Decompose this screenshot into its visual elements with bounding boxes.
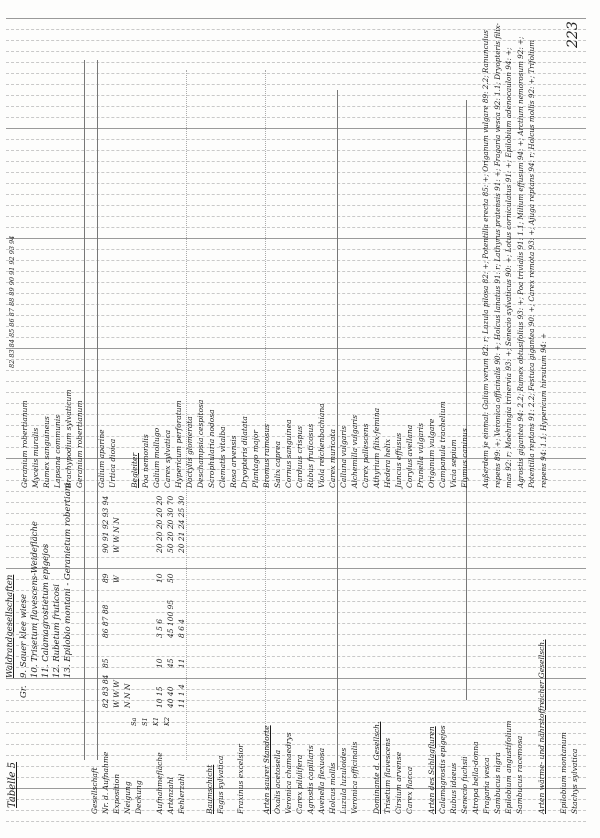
species-name: Galium mollugo xyxy=(152,427,161,488)
value-cell: W W W xyxy=(112,680,121,708)
species-name: Geranium robertianum xyxy=(20,400,29,488)
group-9: 9. Sauer klee wiese xyxy=(19,593,29,678)
row-label: Nr. d. Aufnahme xyxy=(101,751,110,814)
stratum-label: S1 xyxy=(141,717,149,726)
species-name: Athyrium filix-femina xyxy=(372,407,381,488)
species-name: Epilobium angustifolium xyxy=(504,720,513,814)
species-name: Rubus fruticosus xyxy=(306,423,315,488)
species-name: Alchemilla vulgaris xyxy=(350,414,359,488)
value-cell: 45 xyxy=(166,658,175,668)
species-name: Lapsana communis xyxy=(53,414,62,488)
species-name: Veronica chamaedrys xyxy=(284,732,293,814)
value-cell: 10 xyxy=(155,573,164,583)
value-cell: 8 6 4 xyxy=(177,618,186,638)
species-name: Carduus crispus xyxy=(295,425,304,488)
species-name: Mycelis muralis xyxy=(31,427,40,488)
species-name: Carex pilulifera xyxy=(295,754,304,814)
value-cell: 45 100 95 xyxy=(166,599,175,638)
species-name: Dactylis glomerata xyxy=(185,416,194,488)
species-name: Viola reichenbachiana xyxy=(317,403,326,488)
row-label: Artenzahl xyxy=(166,777,175,814)
value-cell: 86 87 88 xyxy=(101,604,110,638)
species-name: Scrophularia nodosa xyxy=(207,409,216,488)
species-name: Corylus avellana xyxy=(405,424,414,488)
species-name: Carex pallescens xyxy=(361,423,370,488)
species-name: Stachys sylvatica xyxy=(570,748,579,814)
species-name: Rumex sanguineus xyxy=(42,416,51,488)
species-name: Prunella vulgaris xyxy=(416,423,425,488)
stratum-label: K1 xyxy=(152,717,160,726)
footnote: Außerdem je einmal: Galium verum 82: r; Luzula pilosa 82: +; Potentilla erecta 85: +; Origanum vulgare 89: 2.2; Ranunculus repens 89: +; Veronica officinalis 90: +; Holcus lanatus 91: r; Lathyrus pratensis 91: +; Fragaria vesca 92: 1.1; Dryopteris filix-mas 92: r; Moehringia trinervia 93: +; Senecio sylvaticus 90: +; Lotus corniculatus 91: +; Epilobium adenocaulon 94: +; Agrostis gigantea 94: 2.2; Rumex obtusifolius 93: +; Poa trivialis 91: 1.1; Milium effusum 94: +; Arctium nemorosum 92: +; Potentilla reptans 91: 2.2; Festuca gigantea 90: +; Carex remota 93: +; Ajuga reptans 94: r; Holcus mollis 92: +; Trifolium repens 94: 1.1; Hypericum hirsutum 94: + xyxy=(481,23,548,488)
species-name: Cornus sanguinea xyxy=(284,419,293,488)
species-name: Fragaria vesca xyxy=(482,757,491,814)
species-name: Cirsium arvense xyxy=(394,751,403,814)
species-name: Brachypodium sylvaticum xyxy=(64,389,73,488)
species-name: Atropa bella-donna xyxy=(471,741,480,814)
value-cell: 89 xyxy=(101,573,110,583)
stratum-label: Sa xyxy=(130,717,138,726)
species-name: Origanum vulgare xyxy=(427,418,436,488)
table-header: Waldrandgesellschaften xyxy=(5,574,15,678)
value-cell: 11 xyxy=(177,658,186,668)
value-cell: 20 20 20 20 20 xyxy=(155,495,164,553)
stratum-label: K2 xyxy=(163,717,171,726)
species-name: Calamagrostis epigejos xyxy=(438,725,447,814)
species-name: Urtica dioica xyxy=(108,438,117,488)
species-name: Hedera helix xyxy=(383,439,392,488)
species-name: Dryopteris dilatata xyxy=(240,416,249,488)
section-label: Dominante d. Gesellsch. xyxy=(372,721,381,814)
species-name: Geranium robertianum xyxy=(75,400,84,488)
value-cell: 90 91 92 93 94 xyxy=(101,495,110,553)
species-name: Epilobium montanum xyxy=(559,732,568,814)
row-label: Gesellschaft xyxy=(90,767,99,814)
species-name: Fraxinus excelsior xyxy=(236,744,245,814)
group-11: 11. Calamagrostietum epigejos xyxy=(41,543,51,678)
row-label: Fehlerzahl xyxy=(177,773,186,814)
species-name: Sambucus nigra xyxy=(493,752,502,814)
species-name: Galium aparine xyxy=(97,429,106,488)
row-label: Aufnahmefläche xyxy=(155,752,164,814)
section-label: Begleiter xyxy=(130,452,139,488)
table-title: Tabelle 5 xyxy=(7,761,18,808)
species-name: Juncus effusus xyxy=(394,432,403,488)
row-label: Neigung xyxy=(123,781,132,814)
group-12: 12. Rubetum fruticosi xyxy=(52,583,62,678)
species-name: Clematis vitalba xyxy=(218,426,227,488)
species-name: Hypericum perforatum xyxy=(174,400,183,488)
value-cell: W W N N xyxy=(112,517,121,553)
species-name: Salix caprea xyxy=(273,441,282,488)
row-label: Deckung xyxy=(134,780,143,814)
value-cell: 82 83 84 xyxy=(101,674,110,708)
species-name: Oxalis acetosella xyxy=(273,749,282,814)
species-name: Bromus ramosus xyxy=(262,424,271,488)
page-number: 223 xyxy=(565,21,581,48)
species-name: Rubus idaeus xyxy=(449,762,458,814)
group-10: 10. Trisetum flavescens-Weidefläche xyxy=(30,521,40,678)
value-cell: 3 5 6 xyxy=(155,618,164,638)
value-cell: 50 20 20 30 70 xyxy=(166,495,175,553)
species-name: Veronica officinalis xyxy=(350,741,359,814)
value-cell: 85 xyxy=(101,658,110,668)
species-name: Carex sylvatica xyxy=(163,429,172,488)
group-label: Gr. xyxy=(19,685,29,698)
species-name: Holcus mollis xyxy=(328,762,337,814)
section-label: Arten des Schlagfluren xyxy=(427,726,436,814)
species-name: Agrostis capillaris xyxy=(306,745,315,814)
species-name: Plantago major xyxy=(251,430,260,488)
species-name: Avenella flexuosa xyxy=(317,747,326,814)
releve-numbers: 82 83 84 85 86 87 88 89 90 91 92 93 94 xyxy=(8,235,16,368)
species-name: Poa nemoralis xyxy=(141,434,150,488)
species-name: Fagus sylvatica xyxy=(216,755,225,814)
group-13: 13. Epilobio montani - Geranietum robertiani xyxy=(63,483,73,678)
species-name: Elymus caninus xyxy=(460,428,469,488)
species-name: Carex flacca xyxy=(405,766,414,814)
section-label: Arten wärme- und nährstoffreicher Gesellsch. xyxy=(537,639,546,814)
value-cell: 20 21 24 25 30 xyxy=(177,495,186,553)
section-label: Baumschicht xyxy=(205,764,214,814)
species-name: Carex muricata xyxy=(328,429,337,488)
value-cell: 11 1 4 xyxy=(177,684,186,708)
species-name: Senecio fuchsii xyxy=(460,756,469,814)
value-cell: 10 xyxy=(155,658,164,668)
value-cell: 10 15 xyxy=(155,686,164,708)
species-name: Luzula luzuloides xyxy=(339,747,348,814)
section-label: Arten saurer Standorte xyxy=(262,725,271,814)
species-name: Calluna vulgaris xyxy=(339,425,348,488)
species-name: Deschampsia cespitosa xyxy=(196,399,205,488)
species-name: Trisetum flavescens xyxy=(383,738,392,814)
species-name: Vicia sepium xyxy=(449,439,458,488)
species-name: Rosa arvensis xyxy=(229,435,238,488)
value-cell: W xyxy=(112,575,121,583)
row-label: Exposition xyxy=(112,773,121,814)
value-cell: 40 40 xyxy=(166,686,175,708)
value-cell: N N N xyxy=(123,683,132,708)
species-name: Campanula trachelium xyxy=(438,401,447,488)
value-cell: 50 xyxy=(166,573,175,583)
species-name: Sambucus racemosa xyxy=(515,735,524,814)
